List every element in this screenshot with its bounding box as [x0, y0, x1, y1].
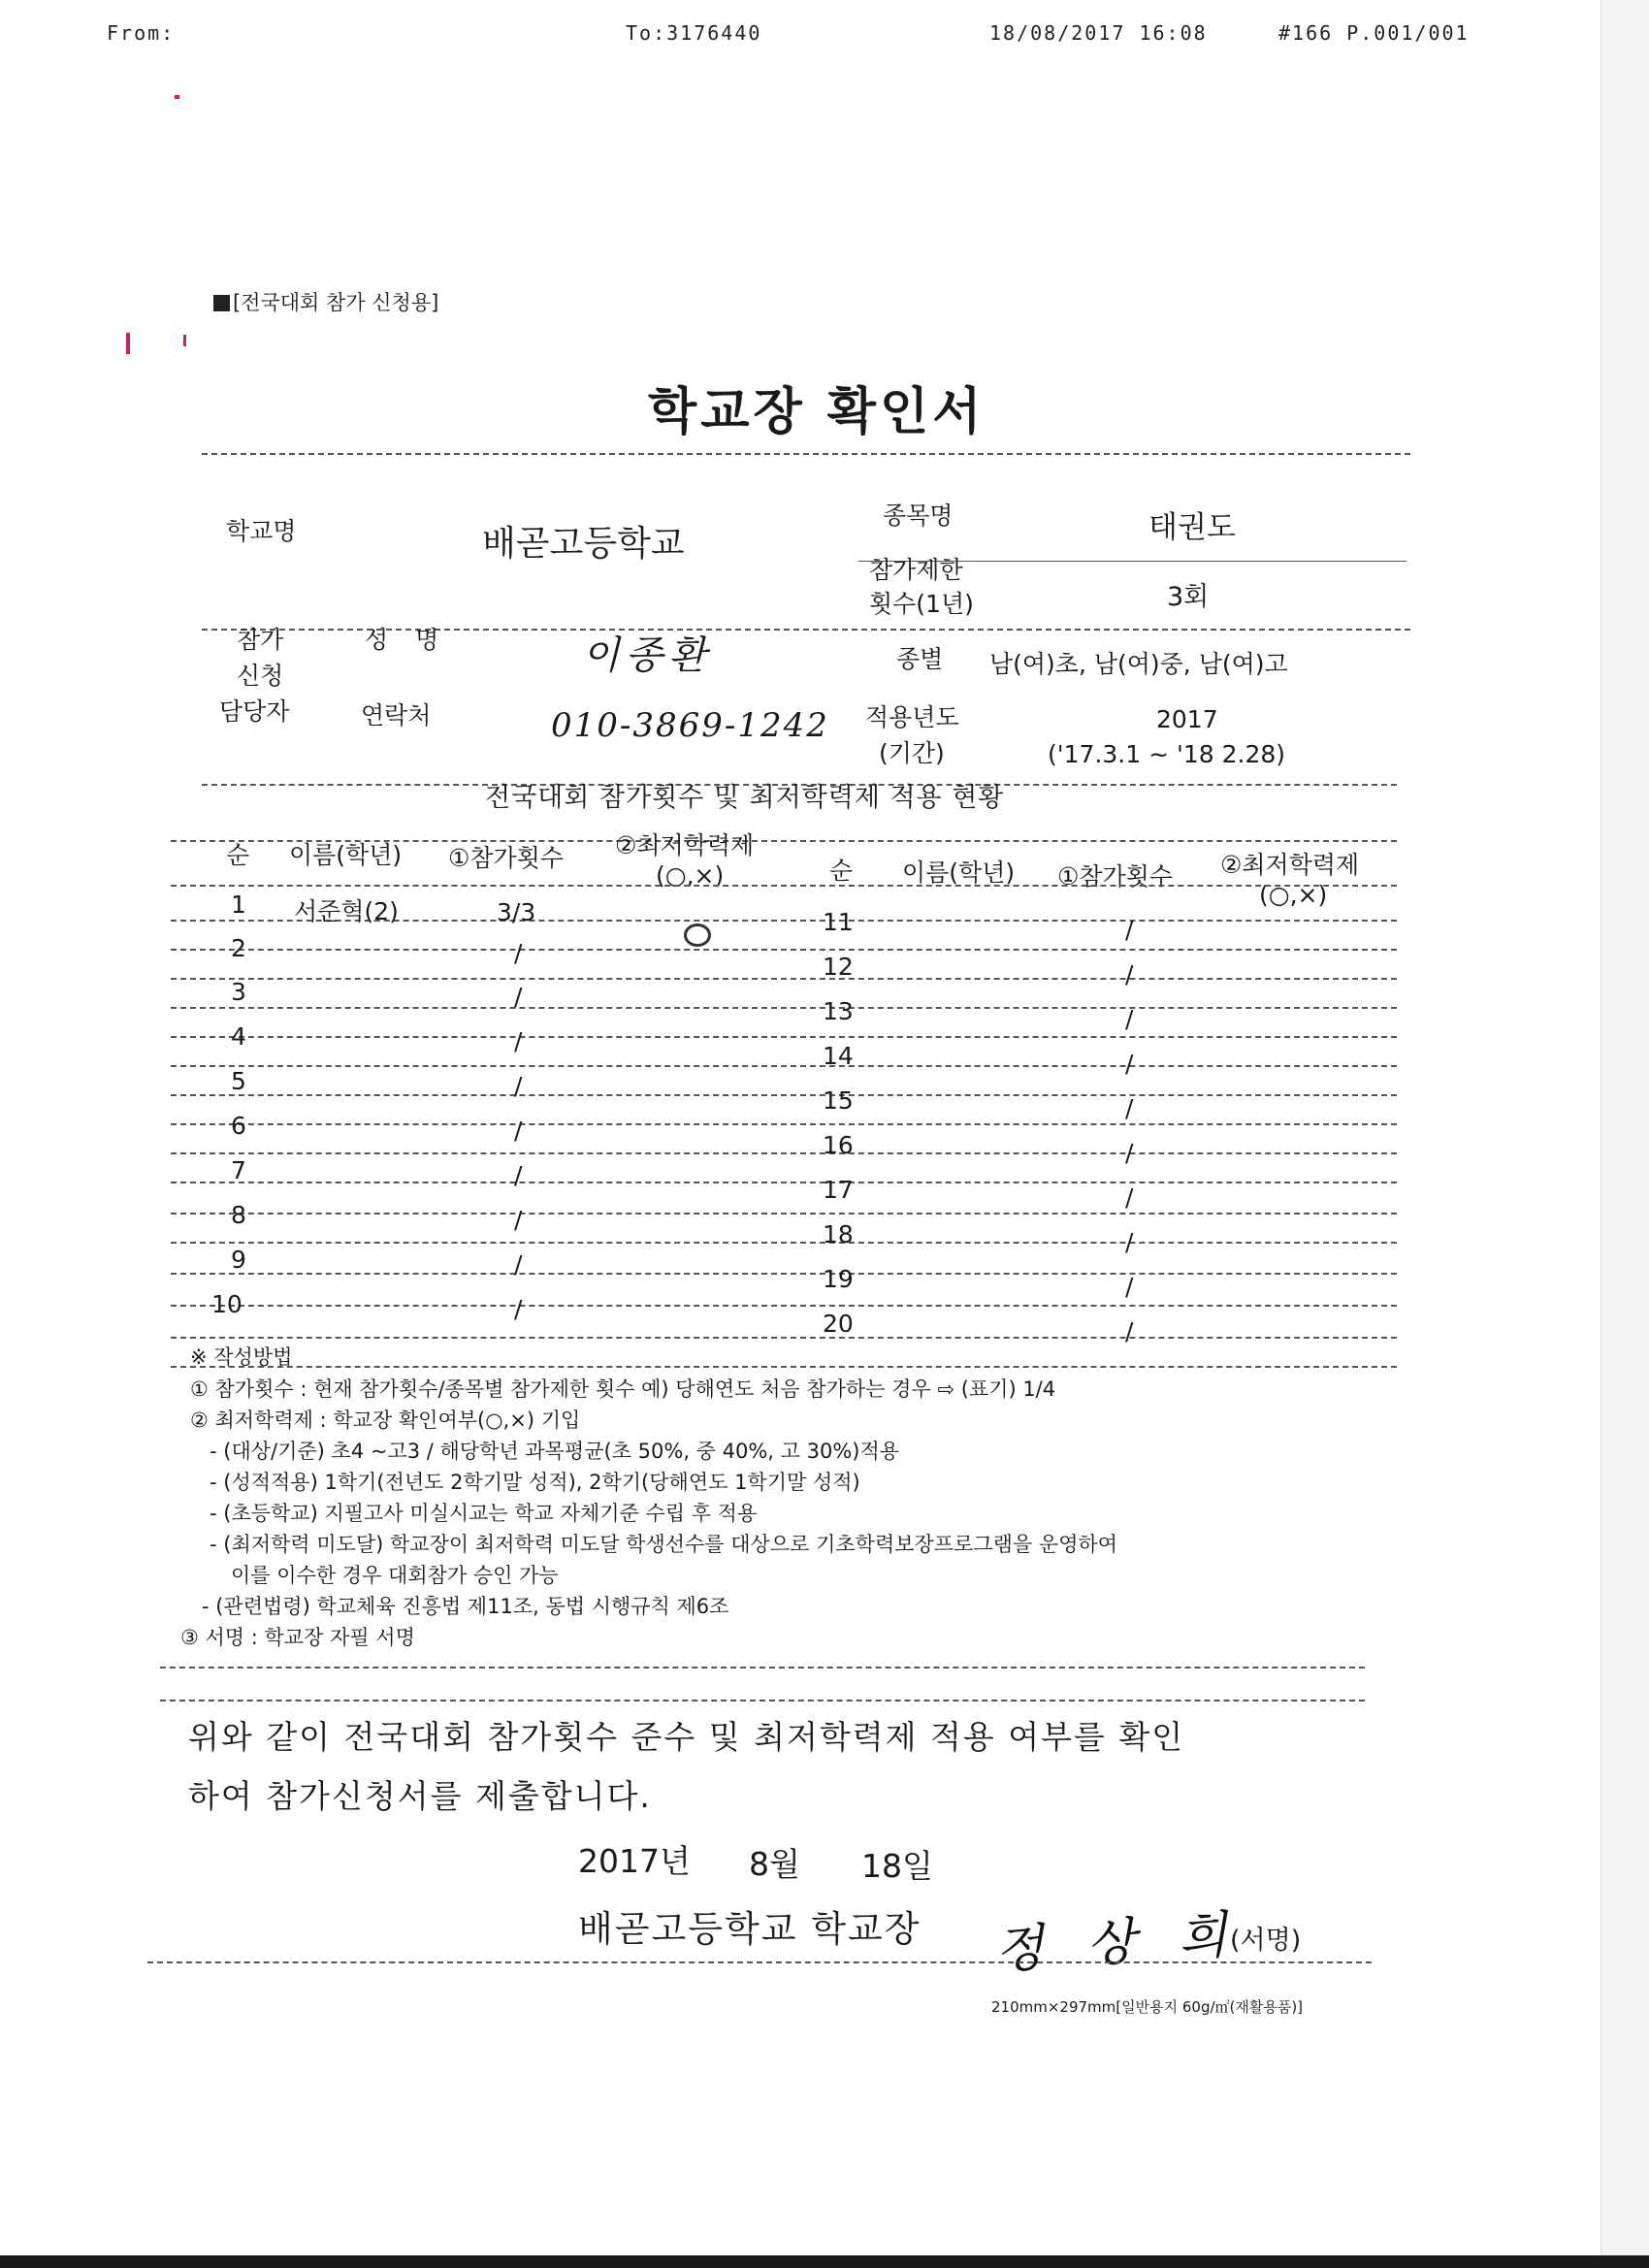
table-row-no: 17 — [823, 1176, 854, 1204]
row-divider — [171, 1152, 1397, 1154]
row-divider — [171, 978, 1397, 980]
year-value: 2017 — [1156, 705, 1218, 733]
table-row-no: 20 — [823, 1310, 854, 1338]
page-title: 학교장 확인서 — [648, 383, 986, 441]
applicant-label-3: 담당자 — [219, 697, 290, 726]
col-header-count-2: ①참가횟수 — [1057, 862, 1174, 891]
table-row-no: 10 — [211, 1290, 242, 1318]
table-row-no: 1 — [231, 891, 246, 919]
table-row-no: 4 — [231, 1022, 246, 1051]
row-divider — [171, 1182, 1397, 1183]
table-row-min — [684, 923, 711, 947]
applicant-label-1: 참가 — [237, 626, 284, 654]
table-row-count: / — [1125, 1273, 1134, 1301]
table-row-name: 서준혁(2) — [294, 897, 399, 925]
table-row-count: 3/3 — [497, 898, 536, 926]
name-label: 성 명 — [365, 626, 439, 654]
applicant-label-2: 신청 — [237, 662, 284, 690]
scan-speck — [183, 335, 186, 346]
event-label: 종목명 — [883, 502, 954, 530]
limit-label-1: 참가제한 — [869, 556, 963, 584]
row-divider — [171, 949, 1397, 951]
square-bullet-icon — [213, 295, 230, 311]
school-value: 배곧고등학교 — [482, 524, 685, 564]
col-header-no: 순 — [226, 841, 250, 869]
contact-value: 010-3869-1242 — [551, 706, 829, 745]
col-header-name-2: 이름(학년) — [902, 859, 1016, 887]
table-row-no: 5 — [231, 1067, 246, 1095]
table-row-count: / — [514, 1206, 523, 1234]
fax-to: To:3176440 — [626, 21, 762, 45]
row-divider — [171, 1036, 1397, 1038]
event-value: 태권도 — [1148, 510, 1236, 545]
instruction-line: - (초등학교) 지필고사 미실시교는 학교 자체기준 수립 후 적용 — [210, 1502, 758, 1525]
row-divider — [171, 1366, 1397, 1368]
paper-spec: 210mm×297mm[일반용지 60g/㎡(재활용품)] — [991, 1998, 1304, 2016]
table-row-no: 19 — [823, 1265, 854, 1293]
table-row-count: / — [514, 939, 523, 967]
row-divider — [171, 1337, 1397, 1339]
school-label: 학교명 — [226, 517, 297, 545]
table-row-count: / — [1125, 1094, 1134, 1122]
col-header-min-sub: (○,×) — [656, 861, 725, 890]
year-label-2: (기간) — [879, 739, 945, 767]
row-divider — [171, 1273, 1397, 1275]
limit-value: 3회 — [1167, 582, 1210, 612]
table-row-count: / — [1125, 916, 1134, 944]
row-divider — [171, 1242, 1397, 1244]
col-header-min-2: ②최저학력제 — [1220, 851, 1360, 879]
row-divider — [171, 1007, 1397, 1009]
col-header-min: ②최저학력제 — [615, 831, 755, 859]
table-row-count: / — [514, 1072, 523, 1100]
row-divider — [171, 1213, 1397, 1215]
row-divider — [171, 1094, 1397, 1096]
table-row-count: / — [514, 1161, 523, 1189]
instruction-line: - (관련법령) 학교체육 진흥법 제11조, 동법 시행규칙 제6조 — [202, 1595, 729, 1618]
table-row-count: / — [514, 1295, 523, 1323]
form-label: [전국대회 참가 신청용] — [213, 287, 438, 316]
table-row-no: 13 — [823, 997, 854, 1025]
category-label: 종별 — [896, 645, 944, 673]
sign-note: (서명) — [1230, 1926, 1302, 1956]
instruction-line: - (최저학력 미도달) 학교장이 최저학력 미도달 학생선수를 대상으로 기초학력보장프로그램을 운영하여 — [210, 1533, 1118, 1556]
row-divider — [171, 1065, 1397, 1067]
table-row-count: / — [514, 1117, 523, 1145]
table-row-count: / — [1125, 1050, 1134, 1078]
row-divider — [171, 885, 1397, 887]
table-row-count: / — [514, 1027, 523, 1055]
table-row-no: 12 — [823, 953, 854, 981]
year-label-1: 적용년도 — [865, 703, 959, 731]
table-row-no: 14 — [823, 1042, 854, 1070]
divider — [202, 453, 1410, 455]
table-row-no: 3 — [231, 978, 246, 1006]
scan-edge — [1600, 0, 1649, 2268]
table-row-count: / — [514, 1250, 523, 1279]
confirmation-line-2: 하여 참가신청서를 제출합니다. — [188, 1777, 652, 1815]
category-value: 남(여)초, 남(여)중, 남(여)고 — [989, 650, 1288, 678]
table-row-no: 2 — [231, 934, 246, 962]
col-header-count: ①참가횟수 — [448, 844, 565, 872]
fax-from: From: — [107, 21, 176, 45]
fax-datetime: 18/08/2017 16:08 — [989, 21, 1208, 45]
instruction-line: - (성적적용) 1학기(전년도 2학기말 성적), 2학기(당해연도 1학기말 성적) — [210, 1471, 860, 1494]
table-row-no: 6 — [231, 1112, 246, 1140]
period-value: ('17.3.1 ~ '18 2.28) — [1048, 740, 1286, 768]
table-row-no: 15 — [823, 1086, 854, 1115]
table-row-no: 7 — [231, 1156, 246, 1184]
instruction-line: - (대상/기준) 초4 ~고3 / 해당학년 과목평균(초 50%, 중 40%, 고 30%)적용 — [210, 1440, 900, 1463]
table-row-no: 9 — [231, 1246, 246, 1274]
date-month: 8월 — [749, 1845, 800, 1883]
contact-label: 연락처 — [361, 701, 432, 729]
col-header-no-2: 순 — [829, 857, 854, 885]
divider — [147, 1961, 1372, 1963]
table-row-no: 8 — [231, 1201, 246, 1229]
scan-speck — [126, 333, 130, 354]
instruction-line: ② 최저학력제 : 학교장 확인여부(○,×) 기입 — [190, 1409, 581, 1432]
table-heading: 전국대회 참가횟수 및 최저학력제 적용 현황 — [485, 783, 1005, 813]
instruction-line: ③ 서명 : 학교장 자필 서명 — [180, 1626, 415, 1649]
divider — [160, 1667, 1365, 1669]
table-row-count: / — [1125, 960, 1134, 988]
col-header-min-sub-2: (○,×) — [1259, 881, 1328, 909]
col-header-name: 이름(학년) — [289, 841, 403, 869]
instruction-line: ① 참가횟수 : 현재 참가횟수/종목별 참가제한 횟수 예) 당해연도 처음 참가하는 경우 ⇨ (표기) 1/4 — [190, 1377, 1056, 1401]
table-row-count: / — [1125, 1183, 1134, 1212]
table-row-count: / — [1125, 1228, 1134, 1256]
row-divider — [171, 1305, 1397, 1307]
instruction-line: 이를 이수한 경우 대회참가 승인 가능 — [231, 1564, 559, 1587]
table-row-count: / — [1125, 1005, 1134, 1033]
table-row-count: / — [1125, 1139, 1134, 1167]
confirmation-line-1: 위와 같이 전국대회 참가횟수 준수 및 최저학력제 적용 여부를 확인 — [188, 1718, 1185, 1756]
fax-page: #166 P.001/001 — [1278, 21, 1470, 45]
date-year: 2017년 — [578, 1842, 691, 1880]
table-row-no: 16 — [823, 1131, 854, 1159]
table-row-count: / — [1125, 1317, 1134, 1345]
divider — [160, 1700, 1365, 1701]
principal-signature: 정 상 희 — [992, 1905, 1243, 1981]
scan-bottom-edge — [0, 2255, 1649, 2268]
table-row-count: / — [514, 983, 523, 1011]
table-row-no: 11 — [823, 908, 854, 936]
scan-speck — [175, 95, 179, 99]
instructions-title: ※ 작성방법 — [190, 1345, 293, 1369]
principal-label: 배곧고등학교 학교장 — [578, 1908, 922, 1950]
date-day: 18일 — [861, 1847, 933, 1885]
limit-label-2: 횟수(1년) — [869, 590, 974, 618]
table-row-no: 18 — [823, 1220, 854, 1248]
row-divider — [171, 1123, 1397, 1125]
name-value: 이종환 — [582, 633, 712, 678]
